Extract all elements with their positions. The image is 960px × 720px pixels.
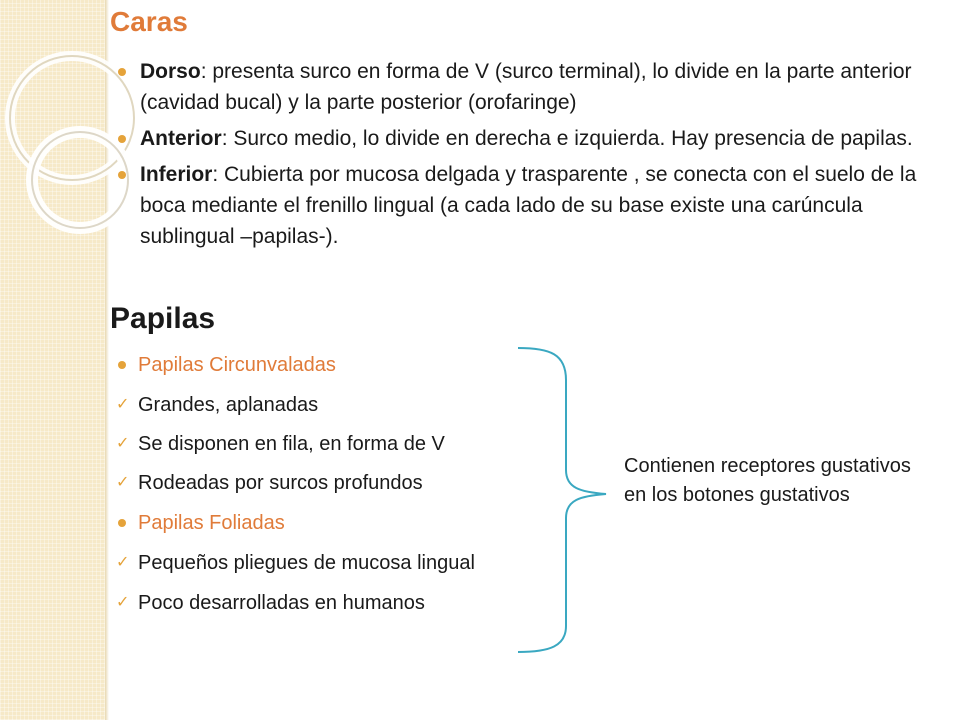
term-dorso: Dorso [140,60,201,83]
bullet-icon [118,68,126,76]
caras-item-dorso [118,56,918,118]
checkmark-icon: ✓ [116,396,130,413]
row-text: Pequeños pliegues de mucosa lingual [138,552,475,574]
desc-dorso: : presenta surco en forma de V (surco terminal), lo divide en la parte anterior (cavidad bucal) y la parte posterior (orofaringe) [140,60,912,114]
row-text: Papilas Foliadas [138,512,285,534]
term-anterior: Anterior [140,127,222,150]
checkmark-icon: ✓ [116,594,130,611]
desc-anterior: : Surco medio, lo divide en derecha e izquierda. Hay presencia de papilas. [221,127,913,150]
row-text: Se disponen en fila, en forma de V [138,433,445,455]
bullet-icon [118,361,126,369]
caras-list [118,56,918,257]
checkmark-icon: ✓ [116,474,130,491]
caras-item-inferior [118,159,918,252]
row-text: Rodeadas por surcos profundos [138,472,423,494]
checkmark-icon: ✓ [116,435,130,452]
brace-path [518,348,606,652]
desc-inferior: : Cubierta por mucosa delgada y trasparente , se conecta con el suelo de la boca mediante el frenillo lingual (a cada lado de su base existe una carúncula sublingual –papilas-). [140,163,917,248]
heading-caras: Caras [110,6,188,37]
callout-text: Contienen receptores gustativos en los botones gustativos [624,455,911,506]
row-text: Grandes, aplanadas [138,394,319,416]
caras-item-anterior [118,123,918,154]
checkmark-icon: ✓ [116,554,130,571]
curly-brace-icon [510,340,620,660]
bullet-icon [118,519,126,527]
row-text: Papilas Circunvaladas [138,354,336,376]
outer-ring-shadow [10,56,134,180]
term-inferior: Inferior [140,163,213,186]
bullet-icon [118,171,126,179]
bullet-icon [118,135,126,143]
row-text: Poco desarrolladas en humanos [138,592,425,614]
heading-papilas: Papilas [110,302,216,335]
